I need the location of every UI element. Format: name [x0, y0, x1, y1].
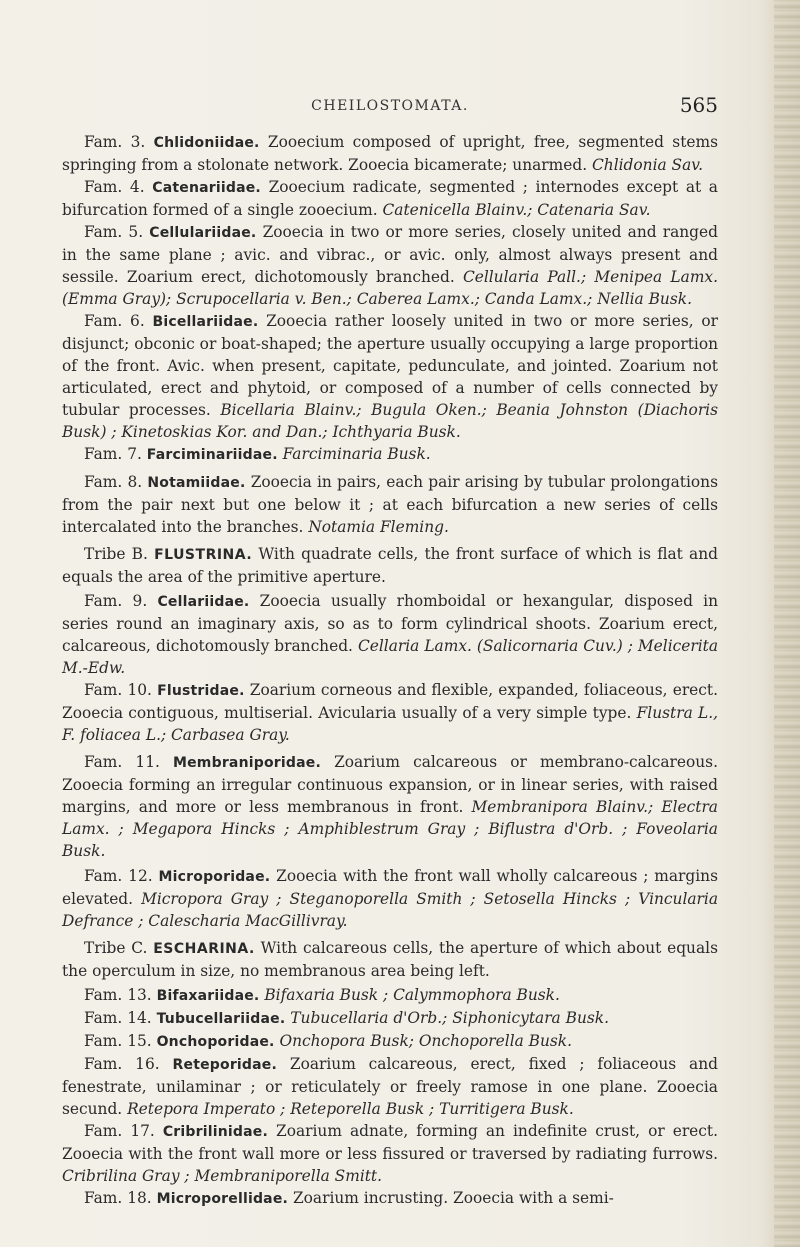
entry-name: Onchoporidae.	[156, 1034, 275, 1050]
family-entry	[62, 221, 718, 310]
entry-name: Cellulariidae.	[149, 225, 257, 241]
entry-label: Fam. 5.	[84, 223, 144, 241]
entry-genera: Retepora Imperato ; Reteporella Busk ; Turritigera Busk.	[127, 1100, 574, 1118]
entry-text: Zooecia with the front wall wholly calcareous ; margins elevated.	[62, 867, 718, 908]
entry-name: Chlidoniidae.	[153, 135, 260, 151]
entry-name: Microporellidae.	[156, 1191, 289, 1207]
entry-text: Zoarium corneous and flexible, expanded, foliaceous, erect. Zooecia contiguous, multiserial. Avicularia usually of a very simple type.	[62, 681, 718, 722]
entry-text: Zooecia usually rhomboidal or hexangular, disposed in series round an imaginary axis, so as to form cylindrical shoots. Zoarium erect, calcareous, dichotomously branched.	[62, 592, 718, 655]
entry-text: Zoarium calcareous, erect, fixed ; foliaceous and fenestrate, unilaminar ; or reticulately or freely ramose in one plane. Zooecia secund.	[62, 1055, 718, 1118]
family-entry	[62, 751, 718, 862]
entry-genera: Membranipora Blainv.; Electra Lamx. ; Megapora Hincks ; Amphiblestrum Gray ; Biflustra d'Orb. ; Foveolaria Busk.	[62, 798, 718, 860]
entry-label: Fam. 4.	[84, 178, 145, 196]
family-entry	[62, 1187, 718, 1210]
entry-text: Zoarium incrusting. Zooecia with a semi-	[288, 1189, 614, 1207]
entry-name: Tubucellariidae.	[156, 1011, 286, 1027]
entry-name: Bicellariidae.	[152, 314, 259, 330]
entry-genera: Onchopora Busk; Onchoporella Busk.	[279, 1032, 573, 1050]
entry-name: ESCHARINA.	[153, 941, 255, 957]
entry-label: Fam. 12.	[84, 867, 153, 885]
entry-text: Zoarium adnate, forming an indefinite crust, or erect. Zooecia with the front wall more or less fissured or traversed by radiating furrows.	[62, 1122, 718, 1163]
entry-label: Tribe C.	[84, 939, 148, 957]
entry-label: Fam. 13.	[84, 986, 152, 1004]
entry-label: Fam. 15.	[84, 1032, 152, 1050]
entry-name: Microporidae.	[158, 869, 271, 885]
page-edge-shadow	[774, 0, 800, 1247]
family-entry	[62, 984, 718, 1007]
entry-genera: Cribrilina Gray ; Membraniporella Smitt.	[62, 1167, 383, 1185]
family-entry	[62, 865, 718, 932]
page-header	[62, 93, 718, 123]
entry-label: Fam. 7.	[84, 445, 142, 463]
family-entry	[62, 679, 718, 746]
entry-name: Reteporidae.	[172, 1057, 278, 1073]
entry-name: Flustridae.	[157, 683, 245, 699]
entry-name: Catenariidae.	[152, 180, 261, 196]
entry-text: Zooecium composed of upright, free, segmented stems springing from a stolonate network. Zooecia bicamerate; unarmed.	[62, 133, 718, 174]
entry-label: Fam. 9.	[84, 592, 148, 610]
entry-name: Bifaxariidae.	[156, 988, 260, 1004]
entry-genera: Cellularia Pall.; Menipea Lamx. (Emma Gray); Scrupocellaria v. Ben.; Caberea Lamx.; Canda Lamx.; Nellia Busk.	[62, 268, 718, 308]
entry-label: Fam. 8.	[84, 473, 143, 491]
entry-name: FLUSTRINA.	[154, 547, 253, 563]
entry-name: Notamiidae.	[147, 475, 246, 491]
entry-name: Cellariidae.	[157, 594, 250, 610]
entry-text: Zooecium radicate, segmented ; internodes except at a bifurcation formed of a single zooecium.	[62, 178, 718, 219]
entry-label: Fam. 14.	[84, 1009, 152, 1027]
entry-text: With quadrate cells, the front surface of which is flat and equals the area of the primitive aperture.	[62, 545, 718, 586]
entry-text: Zooecia in two or more series, closely united and ranged in the same plane ; avic. and vibrac., or avic. only, almost always present and sessile. Zoarium erect, dichotomously branched.	[62, 223, 718, 286]
family-entry	[62, 1053, 718, 1120]
family-entry	[62, 1007, 718, 1030]
tribe-entry	[62, 937, 718, 982]
entry-name: Membraniporidae.	[172, 755, 321, 771]
entry-label: Fam. 11.	[84, 753, 160, 771]
entry-genera: Cellaria Lamx. (Salicornaria Cuv.) ; Melicerita M.-Edw.	[62, 637, 718, 677]
tribe-entry	[62, 543, 718, 588]
entry-label: Fam. 16.	[84, 1055, 160, 1073]
family-entry	[62, 310, 718, 443]
entry-genera: Micropora Gray ; Steganoporella Smith ; Setosella Hincks ; Vincularia Defrance ; Calescharia MacGillivray.	[62, 890, 718, 930]
entry-label: Tribe B.	[84, 545, 148, 563]
family-entry	[62, 443, 718, 466]
entry-genera: Farciminaria Busk.	[282, 445, 431, 463]
entry-genera: Chlidonia Sav.	[592, 156, 704, 174]
entry-label: Fam. 10.	[84, 681, 152, 699]
entry-label: Fam. 18.	[84, 1189, 152, 1207]
entry-name: Farciminariidae.	[146, 447, 278, 463]
family-entry	[62, 471, 718, 538]
family-entry	[62, 1120, 718, 1187]
running-head: CHEILOSTOMATA.	[311, 98, 469, 114]
entry-text: With calcareous cells, the aperture of which about equals the operculum in size, no membranous area being left.	[62, 939, 718, 980]
page-number: 565	[679, 93, 718, 117]
entry-genera: Tubucellaria d'Orb.; Siphonicytara Busk.	[290, 1009, 609, 1027]
entry-label: Fam. 17.	[84, 1122, 155, 1140]
family-entry	[62, 176, 718, 221]
family-entry	[62, 131, 718, 176]
entry-name: Cribrilinidae.	[162, 1124, 268, 1140]
entry-genera: Notamia Fleming.	[308, 518, 449, 536]
entry-genera: Catenicella Blainv.; Catenaria Sav.	[382, 201, 651, 219]
entry-genera: Flustra L., F. foliacea L.; Carbasea Gray.	[62, 704, 719, 744]
entry-text: Zoarium calcareous or membrano-calcareous. Zooecia forming an irregular continuous expansion, or in linear series, with raised margins, and more or less membranous in front.	[62, 753, 718, 816]
entry-label: Fam. 3.	[84, 133, 146, 151]
body-text	[62, 131, 718, 1210]
entry-text: Zooecia in pairs, each pair arising by tubular prolongations from the pair next but one below it ; at each bifurcation a new series of cells intercalated into the branches.	[62, 473, 718, 536]
family-entry	[62, 1030, 718, 1053]
entry-text: Zooecia rather loosely united in two or more series, or disjunct; obconic or boat-shaped; the aperture usually occupying a large proportion of the front. Avic. when present, capitate, pedunculate, and jointed. Zoarium not articulated, erect and phytoid, or composed of a number of cells connected by tubular processes.	[62, 312, 718, 419]
entry-genera: Bicellaria Blainv.; Bugula Oken.; Beania Johnston (Diachoris Busk) ; Kinetoskias Kor. and Dan.; Ichthyaria Busk.	[62, 401, 718, 441]
entry-label: Fam. 6.	[84, 312, 145, 330]
family-entry	[62, 590, 718, 679]
entry-genera: Bifaxaria Busk ; Calymmophora Busk.	[264, 986, 560, 1004]
